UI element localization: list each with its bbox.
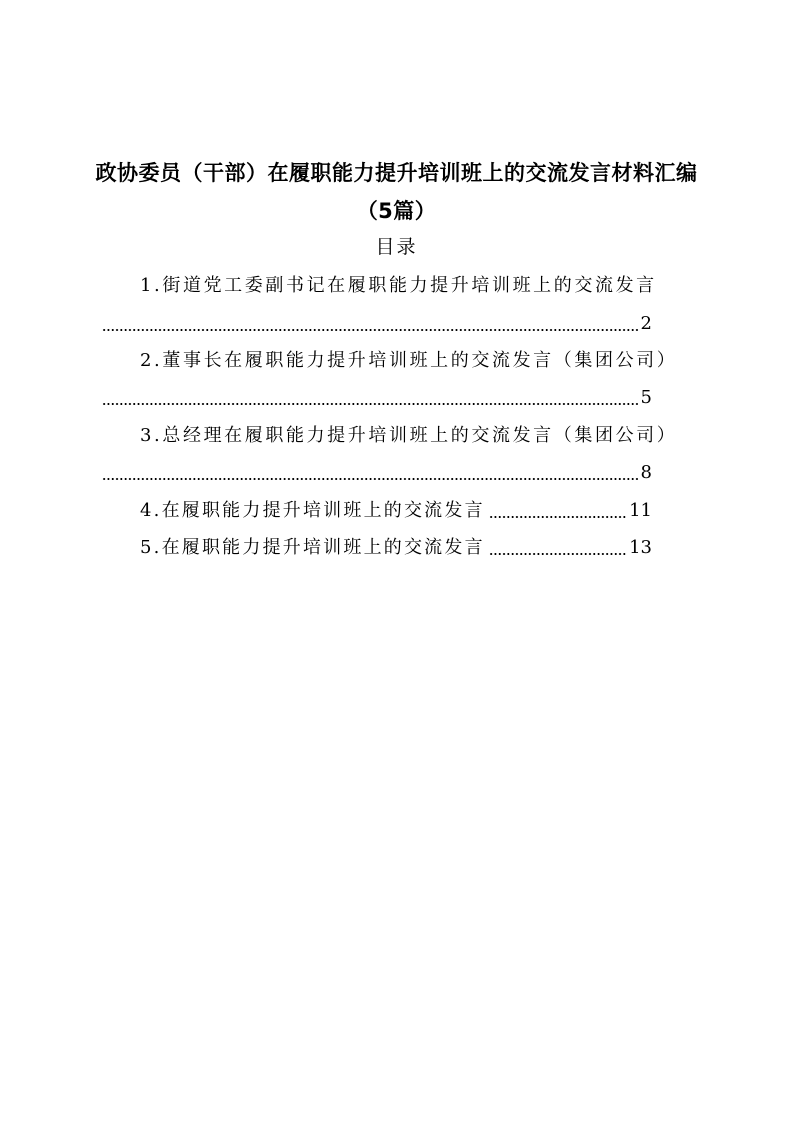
toc-entry-page: 5 <box>640 387 652 408</box>
document-title: 政协委员（干部）在履职能力提升培训班上的交流发言材料汇编 <box>95 161 698 185</box>
toc-entry-4[interactable] <box>140 497 652 525</box>
toc-entry-label: 3.总经理在履职能力提升培训班上的交流发言（集团公司） <box>140 425 678 446</box>
toc-entry-page: 11 <box>629 500 652 521</box>
toc-entry-2[interactable] <box>140 347 677 375</box>
toc-entry-page: 13 <box>629 537 652 558</box>
dot-leader <box>102 478 638 480</box>
toc-entry-label: 5.在履职能力提升培训班上的交流发言 <box>140 537 485 558</box>
toc-entry-2-leader[interactable] <box>102 384 652 412</box>
toc-entry-page: 2 <box>640 313 652 334</box>
toc-entry-3-leader[interactable] <box>102 459 652 487</box>
toc-entry-3[interactable] <box>140 422 677 450</box>
dot-leader <box>102 329 638 331</box>
toc-entry-label: 4.在履职能力提升培训班上的交流发言 <box>140 500 485 521</box>
toc-entry-page: 8 <box>640 462 652 483</box>
dot-leader <box>489 516 626 518</box>
toc-entry-label: 2.董事长在履职能力提升培训班上的交流发言（集团公司） <box>140 350 678 371</box>
toc-entry-label: 1.街道党工委副书记在履职能力提升培训班上的交流发言 <box>140 275 657 296</box>
dot-leader <box>102 403 638 405</box>
toc-entry-1[interactable] <box>140 272 657 300</box>
dot-leader <box>489 553 626 555</box>
toc-entry-1-leader[interactable] <box>102 310 652 338</box>
document-title-count: （5篇） <box>356 199 437 223</box>
toc-heading: 目录 <box>375 236 418 258</box>
toc-entry-5[interactable] <box>140 534 652 562</box>
